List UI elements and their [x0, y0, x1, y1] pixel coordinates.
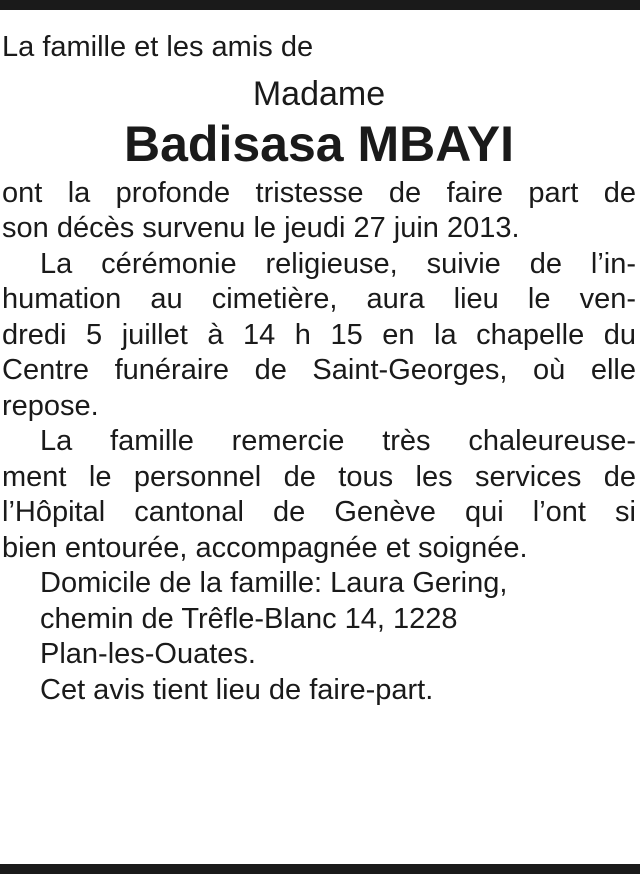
address-line: Domicile de la famille: Laura Gering,	[40, 567, 508, 599]
thanks-line: La famille remercie très chaleureuse-	[40, 425, 636, 457]
ceremony-line: dredi 5 juillet à 14 h 15 en la chapelle du	[2, 318, 636, 351]
thanks-line: ment le personnel de tous les services de	[2, 460, 636, 493]
deceased-name: Badisasa MBAYI	[124, 115, 514, 172]
thanks-paragraph	[2, 424, 636, 566]
announcement-paragraph	[2, 176, 636, 247]
honorific-title: Madame	[252, 74, 386, 113]
announcement-line: son décès survenu le jeudi 27 juin 2013.	[2, 212, 520, 244]
top-border-rule	[0, 0, 640, 10]
intro-text: La famille et les amis de	[2, 31, 314, 63]
family-address	[2, 566, 636, 673]
ceremony-line: Centre funéraire de Saint-Georges, où elle	[2, 354, 636, 386]
bottom-border-rule	[0, 864, 640, 874]
closing-note: Cet avis tient lieu de faire-part.	[40, 673, 434, 706]
thanks-line: l’Hôpital cantonal de Genève qui l’ont si	[2, 496, 636, 528]
ceremony-line: humation au cimetière, aura lieu le ven-	[2, 283, 636, 315]
obituary-notice	[2, 26, 636, 708]
ceremony-line: repose.	[2, 389, 99, 422]
address-line: Plan-les-Ouates.	[40, 638, 256, 670]
thanks-line: bien entourée, accompagnée et soignée.	[2, 531, 528, 564]
ceremony-paragraph	[2, 247, 636, 425]
address-line: chemin de Trêfle-Blanc 14, 1228	[40, 602, 458, 635]
announcement-line: ont la profonde tristesse de faire part de	[2, 176, 636, 209]
ceremony-line: La cérémonie religieuse, suivie de l’in-	[40, 247, 636, 280]
